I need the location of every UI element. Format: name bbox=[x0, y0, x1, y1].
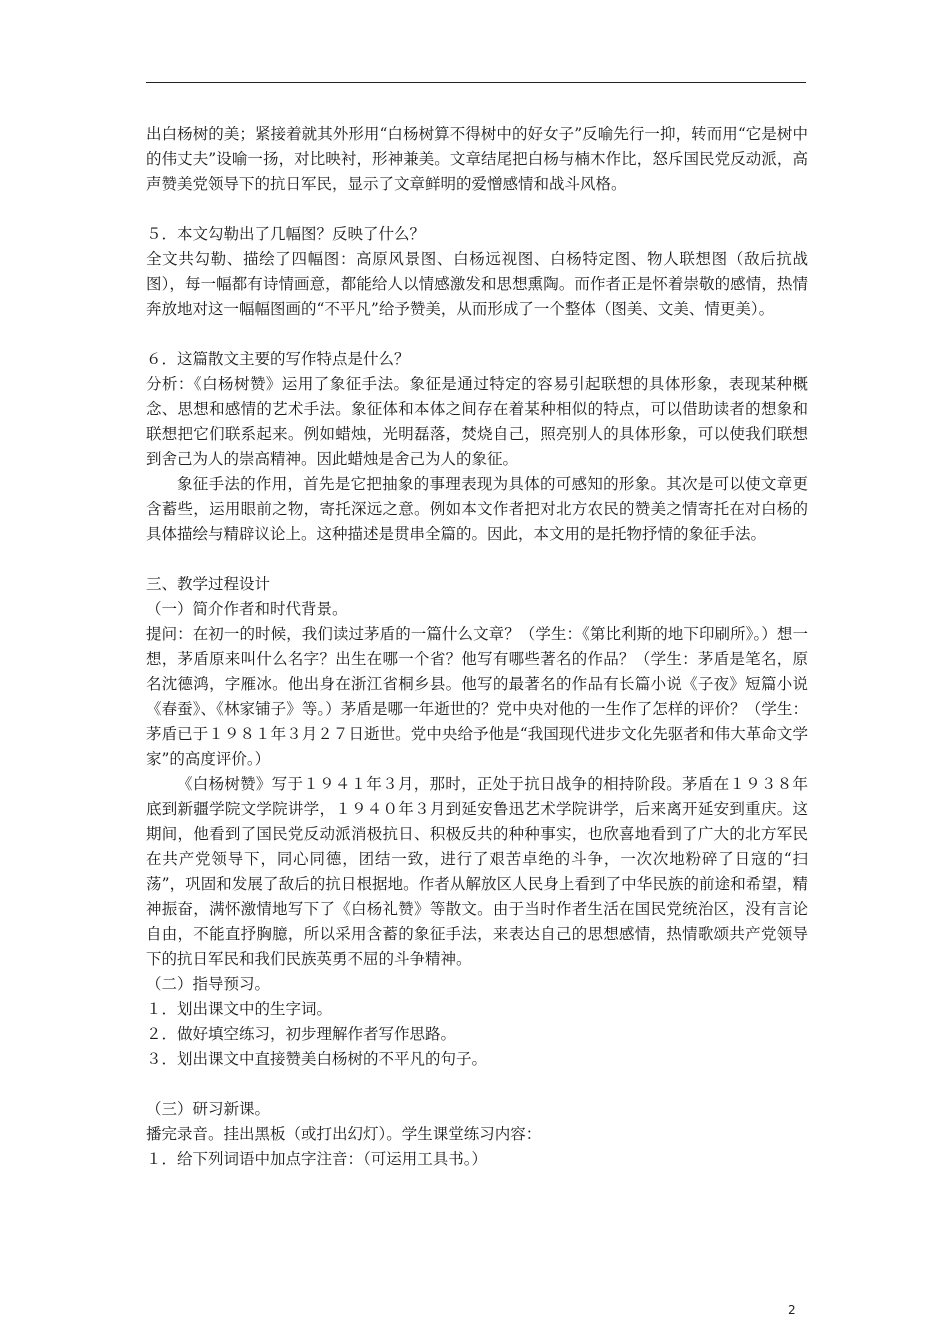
paragraph: 播完录音。挂出黑板（或打出幻灯）。学生课堂练习内容： bbox=[146, 1125, 542, 1143]
question-heading: ６．这篇散文主要的写作特点是什么？ bbox=[146, 350, 410, 368]
list-item: ２．做好填空练习，初步理解作者写作思路。 bbox=[146, 1025, 457, 1043]
page-number: 2 bbox=[788, 1303, 796, 1317]
header-rule bbox=[146, 82, 806, 83]
paragraph: 提问：在初一的时候，我们读过茅盾的一篇什么文章？（学生：《第比利斯的地下印刷所》。）想一想，茅盾原来叫什么名字？出生在哪一个省？他写有哪些著名的作品？（学生：茅盾是笔名，原名沈德鸿，字雁冰。他出身在浙江省桐乡县。他写的最著名的作品有长篇小说《子夜》短篇小说《春蚕》、《林家铺子》等。）茅盾是哪一年逝世的？党中央对他的一生作了怎样的评价？（学生：茅盾已于１９８１年３月２７日逝世。党中央给予他是“我国现代进步文化先驱者和伟大革命文学家”的高度评价。） bbox=[146, 625, 808, 768]
paragraph: 《白杨树赞》写于１９４１年３月，那时，正处于抗日战争的相持阶段。茅盾在１９３８年底到新疆学院文学院讲学，１９４０年３月到延安鲁迅艺术学院讲学，后来离开延安到重庆。这期间，他看到了国民党反动派消极抗日、积极反共的种种事实，也欣喜地看到了广大的北方军民在共产党领导下，同心同德，团结一致，进行了艰苦卓绝的斗争，一次次地粉碎了日寇的“扫荡”，巩固和发展了敌后的抗日根据地。作者从解放区人民身上看到了中华民族的前途和希望，精神振奋，满怀激情地写下了《白杨礼赞》等散文。由于当时作者生活在国民党统治区，没有言论自由，不能直抒胸臆，所以采用含蓄的象征手法，来表达自己的思想感情，热情歌颂共产党领导下的抗日军民和我们民族英勇不屈的斗争精神。 bbox=[146, 775, 808, 968]
paragraph: 全文共勾勒、描绘了四幅图：高原风景图、白杨远视图、白杨特定图、物人联想图（敌后抗战图），每一幅都有诗情画意，都能给人以情感激发和思想熏陶。而作者正是怀着崇敬的感情，热情奔放地对这一幅幅图画的“不平凡”给予赞美，从而形成了一个整体（图美、文美、情更美）。 bbox=[146, 250, 808, 318]
paragraph: 象征手法的作用，首先是它把抽象的事理表现为具体的可感知的形象。其次是可以使文章更含蓄些，运用眼前之物，寄托深远之意。例如本文作者把对北方农民的赞美之情寄托在对白杨的具体描绘与精辟议论上。这种描述是贯串全篇的。因此，本文用的是托物抒情的象征手法。 bbox=[146, 475, 808, 543]
document-body bbox=[146, 122, 808, 1172]
question-heading: ５．本文勾勒出了几幅图？反映了什么？ bbox=[146, 225, 426, 243]
section-heading: 三、教学过程设计 bbox=[146, 575, 271, 593]
paragraph: 出白杨树的美；紧接着就其外形用“白杨树算不得树中的好女子”反喻先行一抑，转而用“它是树中的伟丈夫”设喻一扬，对比映衬，形神兼美。文章结尾把白杨与楠木作比，怒斥国民党反动派，高声赞美党领导下的抗日军民，显示了文章鲜明的爱憎感情和战斗风格。 bbox=[146, 125, 808, 193]
subsection-heading: （三）研习新课。 bbox=[146, 1100, 271, 1118]
subsection-heading: （二）指导预习。 bbox=[146, 975, 271, 993]
list-item: １．给下列词语中加点字注音：（可运用工具书。） bbox=[146, 1150, 488, 1168]
paragraph: 分析：《白杨树赞》运用了象征手法。象征是通过特定的容易引起联想的具体形象，表现某种概念、思想和感情的艺术手法。象征体和本体之间存在着某种相似的特点，可以借助读者的想象和联想把它们联系起来。例如蜡烛，光明磊落，焚烧自己，照亮别人的具体形象，可以使我们联想到舍己为人的崇高精神。因此蜡烛是舍己为人的象征。 bbox=[146, 375, 808, 468]
list-item: １．划出课文中的生字词。 bbox=[146, 1000, 333, 1018]
subsection-heading: （一）简介作者和时代背景。 bbox=[146, 600, 348, 618]
list-item: ３．划出课文中直接赞美白杨树的不平凡的句子。 bbox=[146, 1050, 488, 1068]
